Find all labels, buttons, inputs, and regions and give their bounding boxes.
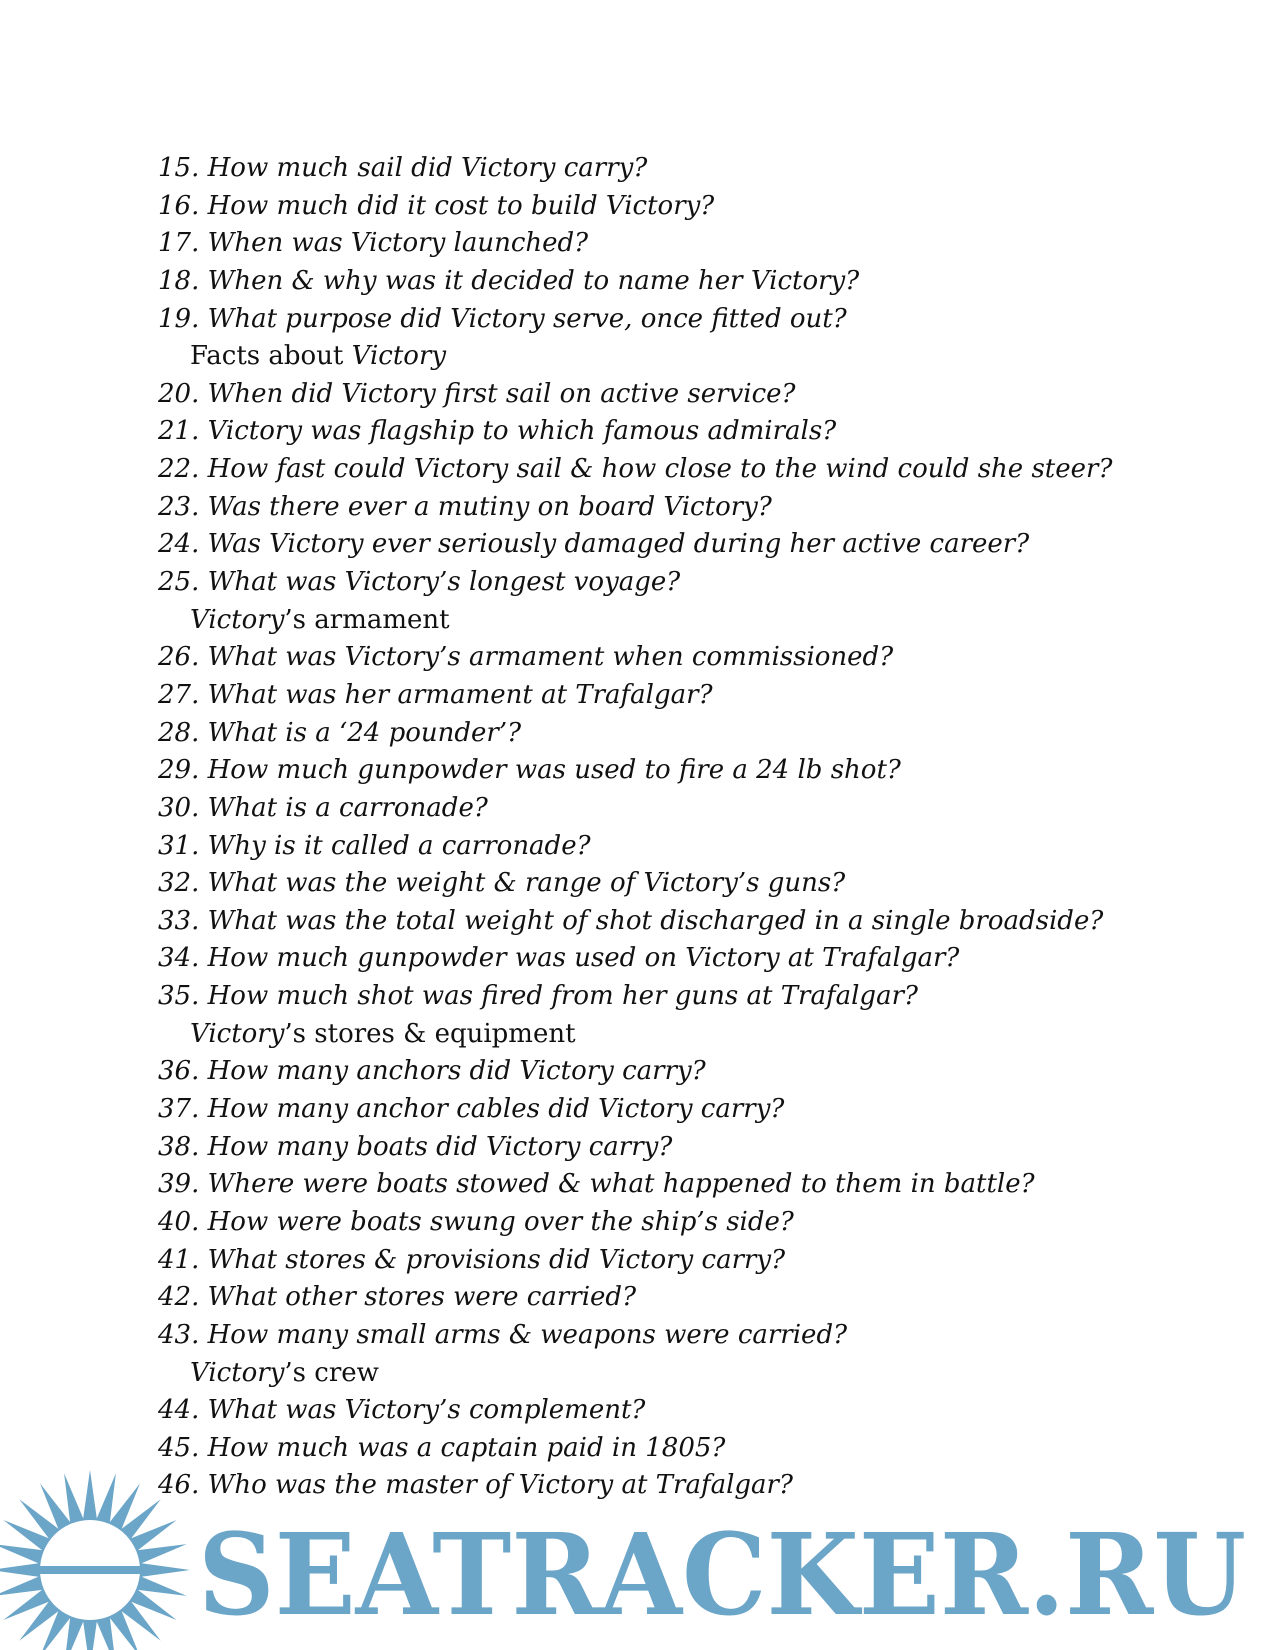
question-item: 21. Victory was flagship to which famous admirals? [158, 416, 837, 447]
seatracker-watermark [0, 1462, 1275, 1650]
section-heading-ship-name: Victory [190, 1357, 285, 1388]
section-heading-ship-name: Victory [190, 1018, 285, 1049]
question-item: 35. How much shot was fired from her guns at Trafalgar? [158, 981, 918, 1012]
question-item: 34. How much gunpowder was used on Victory at Trafalgar? [158, 943, 960, 974]
question-item: 16. How much did it cost to build Victory? [158, 190, 715, 221]
sun-icon [0, 1470, 190, 1650]
question-item: 36. How many anchors did Victory carry? [158, 1056, 706, 1087]
question-item: 15. How much sail did Victory carry? [158, 153, 648, 183]
section-heading-ship-name: Victory [190, 604, 285, 635]
question-item: 17. When was Victory launched? [158, 228, 589, 259]
question-item: 40. How were boats swung over the ship’s side? [158, 1206, 794, 1237]
question-list [158, 150, 1258, 1505]
question-item: 39. Where were boats stowed & what happened to them in battle? [158, 1169, 1035, 1200]
question-item: 29. How much gunpowder was used to fire a 24 lb shot? [158, 755, 901, 786]
question-item: 25. What was Victory’s longest voyage? [158, 567, 681, 598]
question-item: 44. What was Victory’s complement? [158, 1395, 646, 1426]
section-heading-text: Facts about [190, 341, 352, 372]
question-item: 19. What purpose did Victory serve, once fitted out? [158, 303, 847, 334]
section-heading-ship-name: Victory [351, 341, 447, 372]
question-item: 27. What was her armament at Trafalgar? [158, 679, 713, 710]
question-item: 33. What was the total weight of shot discharged in a single broadside? [158, 905, 1104, 936]
section-heading [158, 1016, 1258, 1054]
question-item: 24. Was Victory ever seriously damaged during her active career? [158, 529, 1030, 560]
question-item: 20. When did Victory first sail on active service? [158, 378, 796, 409]
question-item: 42. What other stores were carried? [158, 1282, 637, 1313]
question-item: 31. Why is it called a carronade? [158, 830, 591, 861]
question-item: 43. How many small arms & weapons were carried? [158, 1319, 848, 1350]
section-heading-text: ’s armament [284, 604, 450, 635]
question-item: 46. Who was the master of Victory at Trafalgar? [158, 1470, 793, 1501]
question-item: 30. What is a carronade? [158, 792, 488, 823]
watermark-text: SEATRACKER.RU [198, 1510, 1246, 1641]
question-item: 26. What was Victory’s armament when commissioned? [158, 642, 894, 673]
section-heading-text: ’s stores & equipment [284, 1018, 576, 1049]
question-item: 23. Was there ever a mutiny on board Victory? [158, 491, 772, 522]
section-heading [158, 338, 1258, 376]
watermark-graphic [0, 1462, 1275, 1650]
section-heading [158, 1355, 1258, 1393]
question-item: 18. When & why was it decided to name her Victory? [158, 265, 860, 296]
question-item: 37. How many anchor cables did Victory carry? [158, 1094, 785, 1125]
question-item: 28. What is a ‘24 pounder’? [158, 717, 522, 748]
sun-horizon [28, 1566, 152, 1574]
question-item: 38. How many boats did Victory carry? [158, 1131, 673, 1162]
question-item: 41. What stores & provisions did Victory carry? [158, 1244, 786, 1275]
question-item: 45. How much was a captain paid in 1805? [158, 1432, 726, 1463]
question-item: 22. How fast could Victory sail & how close to the wind could she steer? [158, 454, 1113, 485]
section-heading-text: ’s crew [284, 1357, 379, 1388]
question-item: 32. What was the weight & range of Victory’s guns? [158, 868, 846, 899]
section-heading [158, 602, 1258, 640]
